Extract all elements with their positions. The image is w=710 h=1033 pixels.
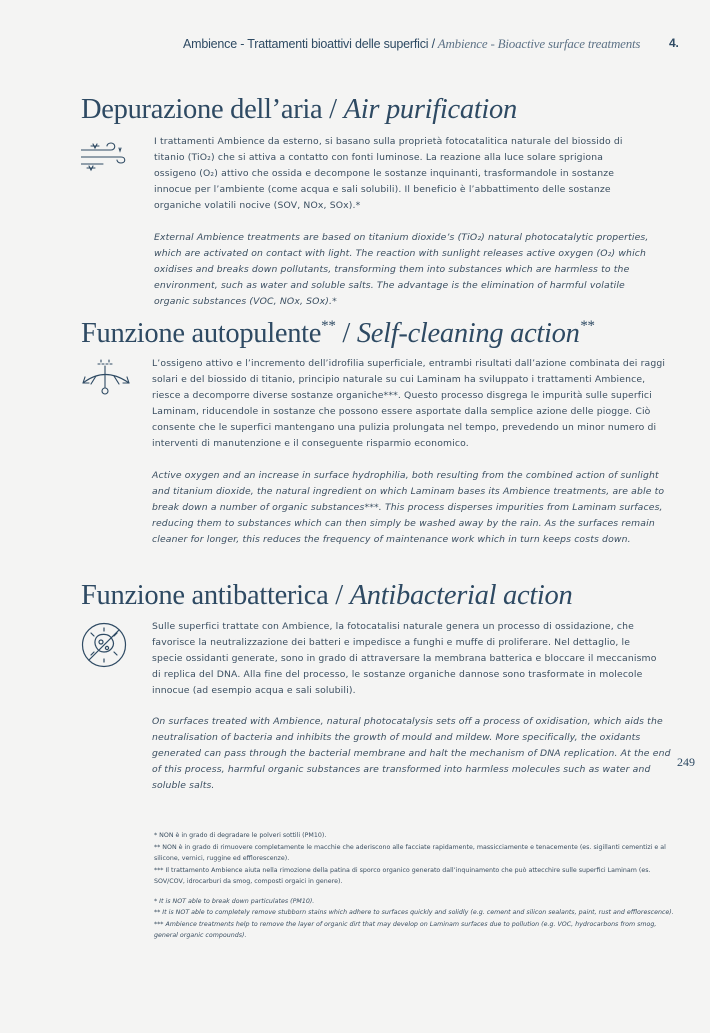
running-header (183, 36, 683, 52)
title-en: Self-cleaning action (356, 318, 580, 349)
footnote: *** Il trattamento Ambience aiuta nella rimozione della patina di sporco organico generato dall’inquinamento che può attecchire sulle superfici Laminam (es. SOV/COV, idrocarburi da smog, composti orgaici in genere). (154, 866, 651, 885)
title-en-mark: ** (579, 318, 594, 334)
header-title-en: Ambience - Bioactive surface treatments (434, 36, 641, 51)
footnote: *** Ambience treatments help to remove the layer of organic dirt that may develop on Laminam surfaces due to pollution (e.g. VOC, hydrocarbons from smog, general organic compounds). (154, 920, 657, 939)
section-title (81, 580, 681, 612)
title-it: Funzione antibatterica / (81, 580, 350, 611)
header-page-label: 4. (669, 36, 679, 50)
title-it: Funzione autopulente (81, 318, 322, 349)
footnote: ** NON è in grado di rimuovere completamente le macchie che aderiscono alle facciate rapidamente, massicciamente e tenacemente (es. sigillanti cementizi e al silicone, vernici, ruggine ed efflorescenze). (154, 843, 666, 862)
title-it-mark: ** (321, 318, 336, 334)
paragraph-en: On surfaces treated with Ambience, natural photocatalysis sets off a process of oxidisation, which aids the neutralisation of bacteria and inhibits the growth of mould and mildew. More specifically, the oxidants generated can pass through the bacterial membrane and halt the mechanism of DNA replication. At the end of this process, harmful organic substances are transformed into harmless molecules such as water and soluble salts. (152, 716, 671, 791)
footnotes-en (154, 896, 674, 942)
rain-shed-icon (81, 358, 133, 400)
air-flow-icon (81, 138, 129, 174)
side-page-number: 249 (677, 755, 695, 769)
paragraph-en: Active oxygen and an increase in surface hydrophilia, both resulting from the combined action of sunlight and titanium dioxide, the natural ingredient on which Laminam bases its Ambience treatments, are able to break down a number of organic substances***. This process disperses impurities from Laminam surfaces, reducing them to substances which can then simply be washed away by the rain. As the surfaces remain cleaner for longer, this reduces the frequency of maintenance work which in turn keeps costs down. (152, 470, 665, 545)
footnote: * NON è in grado di degradare le polveri sottili (PM10). (154, 832, 327, 839)
no-bacteria-icon (81, 622, 127, 668)
section-antibacterial (81, 580, 681, 791)
paragraph-it: L’ossigeno attivo e l’incremento dell’idrofilia superficiale, entrambi risultati dall’azione combinata dei raggi solari e del biossido di titanio, principio naturale su cui Laminam ha sviluppato i trattamenti Ambience, riesce a decomporre diverse sostanze organiche***. Questo processo disgrega le impurità sulle superfici Laminam, riducendole in sostanze che possono essere asportate dalla semplice azione delle piogge. Ciò consente che le superfici mantengano una pulizia prolungata nel tempo, prevedendo un minor numero di interventi di manutenzione e il conseguente risparmio economico. (152, 358, 666, 449)
title-en: Antibacterial action (349, 580, 573, 611)
title-en: Air purification (343, 94, 517, 125)
paragraph-it: Sulle superfici trattate con Ambience, la fotocatalisi naturale genera un processo di ossidazione, che favorisce la neutralizzazione dei batteri e impedisce a funghi e muffe di proliferare. Nel dettaglio, le specie ossidanti generate, sono in grado di attraversare la membrana batterica e bloccare il meccanismo di replica del DNA. Alla fine del processo, le sostanze organiche dannose sono trasformate in molecole innocue (ad esempio acqua e sali solubili). (152, 621, 657, 696)
footnote: ** It is NOT able to completely remove stubborn stains which adhere to surfaces quickly and solidly (e.g. cement and silicon sealants, paint, rust and efflorescence). (154, 909, 674, 916)
section-title (81, 94, 681, 126)
title-separator: / (335, 318, 357, 349)
paragraph-en: External Ambience treatments are based on titanium dioxide’s (TiO₂) natural photocatalytic properties, which are activated on contact with light. The reaction with sunlight releases active oxygen (O₂) which oxidises and breaks down pollutants, transforming them into substances which are harmless to the environment, such as water and soluble salts. The advantage is the elimination of harmful volatile organic substances (VOC, NOx, SOx).* (154, 232, 649, 307)
section-self-cleaning (81, 318, 681, 545)
paragraph-it: I trattamenti Ambience da esterno, si basano sulla proprietà fotocatalitica naturale del biossido di titanio (TiO₂) che si attiva a contatto con fonti luminose. La reazione alla luce solare sprigiona ossigeno (O₂) attivo che ossida e decompone le sostanze inquinanti, trasformandole in sostanze innocue per l’ambiente (come acqua e sali solubili). Il beneficio è l’abbattimento delle sostanze organiche volatili nocive (SOV, NOx, SOx).* (154, 136, 623, 211)
footnotes-it (154, 830, 674, 888)
footnotes (154, 830, 674, 942)
section-title (81, 318, 681, 350)
footnote: * It is NOT able to break down particulates (PM10). (154, 897, 315, 905)
section-air-purification (81, 94, 681, 307)
header-title-it: Ambience - Trattamenti bioattivi delle superfici / (183, 37, 435, 51)
title-it: Depurazione dell’aria / (81, 94, 344, 125)
